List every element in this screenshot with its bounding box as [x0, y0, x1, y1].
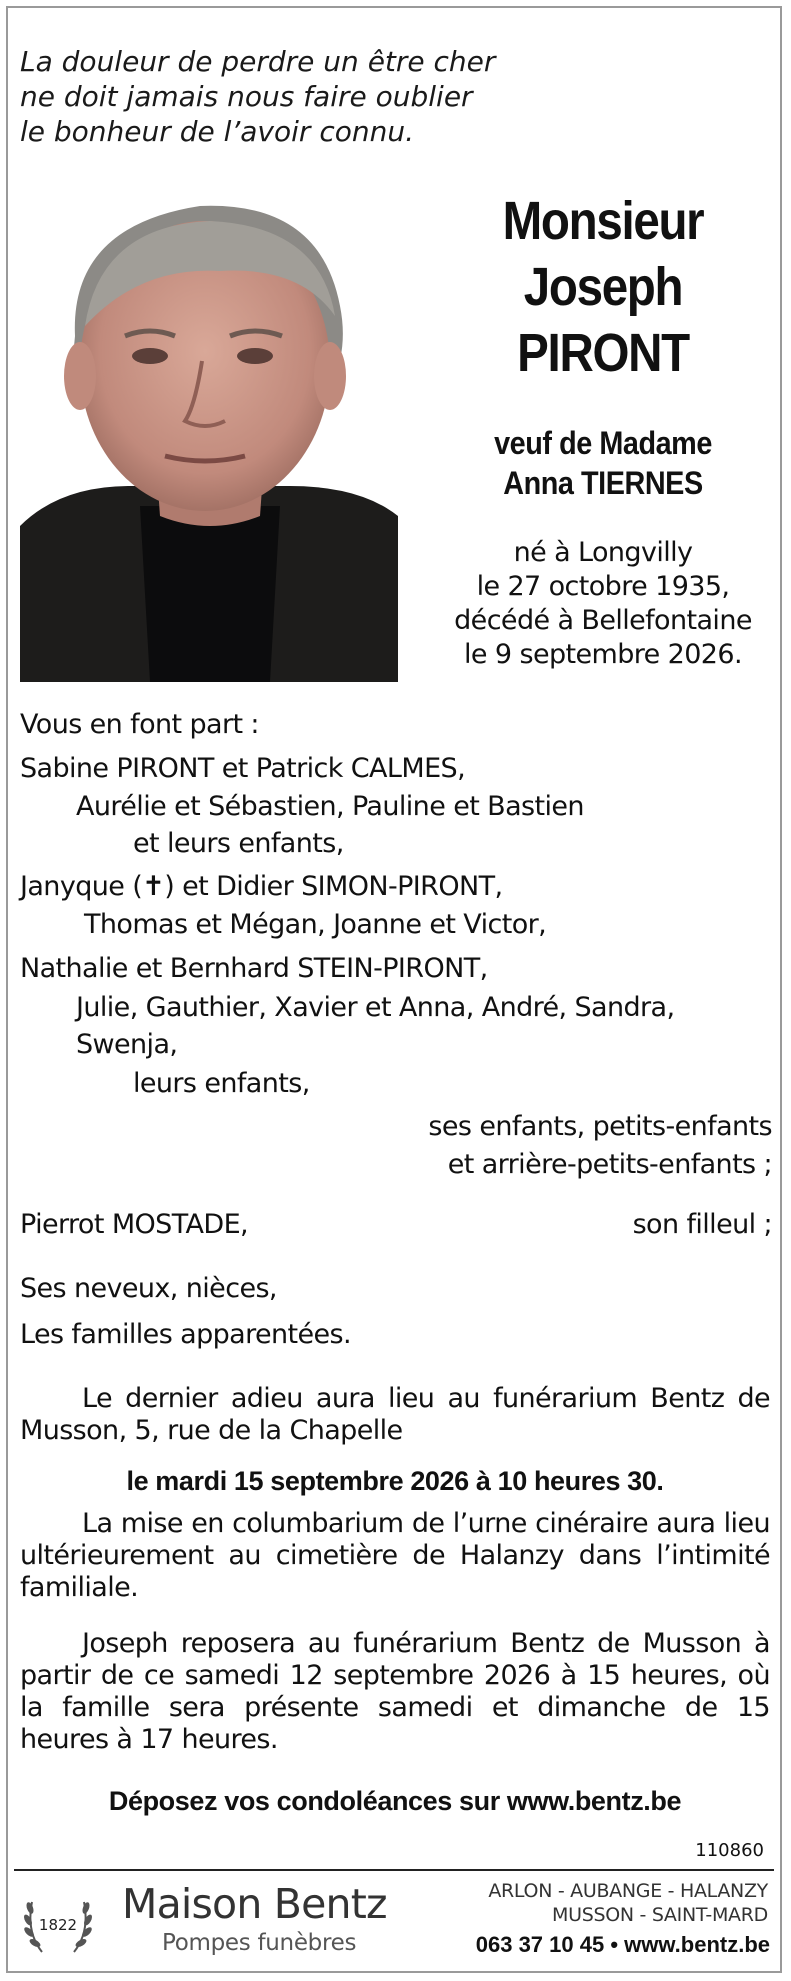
obituary-page — [6, 6, 782, 1973]
godson-name: Pierrot MOSTADE, — [20, 1209, 249, 1240]
family-line: Thomas et Mégan, Joanne et Victor, — [84, 909, 547, 940]
footer-divider — [14, 1869, 774, 1871]
children-relation: et arrière-petits-enfants ; — [447, 1149, 772, 1180]
family-line: leurs enfants, — [133, 1068, 310, 1099]
family-line: Sabine PIRONT et Patrick CALMES, — [20, 753, 466, 784]
columbarium-paragraph: La mise en columbarium de l’urne cinéraire aura lieu ultérieurement au cimetière de Halanzy dans l’intimité familiale. — [20, 1508, 770, 1603]
family-line: Aurélie et Sébastien, Pauline et Bastien — [76, 791, 584, 822]
family-announcement — [20, 8, 780, 1408]
ceremony-date: le mardi 15 septembre 2026 à 10 heures 30. — [126, 1466, 664, 1496]
birth-date: le 27 octobre 1935, — [476, 571, 730, 602]
funeral-home-footer — [14, 1874, 774, 1968]
visitation-paragraph: Joseph reposera au funérarium Bentz de Musson à partir de ce samedi 12 septembre 2026 à 15 heures, où la famille sera présente samedi et dimanche de 15 heures à 17 heures. — [20, 1628, 770, 1755]
family-line: Julie, Gauthier, Xavier et Anna, André, Sandra, — [76, 992, 675, 1023]
death-place: décédé à Bellefontaine — [454, 605, 752, 636]
family-line: Janyque (✝) et Didier SIMON-PIRONT, — [20, 871, 503, 902]
family-intro: Vous en font part : — [20, 709, 259, 740]
laurel-emblem-icon — [20, 1882, 96, 1964]
widow-line: Anna TIERNES — [503, 465, 703, 501]
emblem-year: 1822 — [38, 1916, 78, 1934]
towns-line: ARLON - AUBANGE - HALANZY — [488, 1880, 768, 1902]
towns-line: MUSSON - SAINT-MARD — [552, 1904, 768, 1926]
quote-line: le bonheur de l’avoir connu. — [20, 115, 414, 148]
last-name: PIRONT — [517, 323, 689, 383]
nephews-line: Ses neveux, nièces, — [20, 1273, 277, 1304]
contact-line: 063 37 10 45 • www.bentz.be — [475, 1932, 770, 1957]
name-title: Monsieur — [502, 191, 704, 251]
birth-place: né à Longvilly — [513, 537, 693, 568]
brand-tagline: Pompes funèbres — [162, 1930, 357, 1956]
first-name: Joseph — [523, 257, 683, 317]
brand-name: Maison Bentz — [122, 1880, 387, 1928]
family-line: Swenja, — [76, 1029, 178, 1060]
children-relation: ses enfants, petits-enfants — [428, 1111, 772, 1142]
death-date: le 9 septembre 2026. — [464, 639, 742, 670]
family-line: Nathalie et Bernhard STEIN-PIRONT, — [20, 953, 488, 984]
ceremony-paragraph: Le dernier adieu aura lieu au funérarium Bentz de Musson, 5, rue de la Chapelle — [20, 1383, 770, 1446]
godson-relation: son filleul ; — [632, 1209, 772, 1240]
quote-line: ne doit jamais nous faire oublier — [20, 80, 473, 113]
widow-line: veuf de Madame — [494, 425, 712, 461]
reference-number: 110860 — [695, 1840, 764, 1861]
condolences-line: Déposez vos condoléances sur www.bentz.be — [108, 1786, 682, 1816]
family-line: et leurs enfants, — [133, 828, 344, 859]
quote-line: La douleur de perdre un être cher — [20, 45, 496, 78]
families-line: Les familles apparentées. — [20, 1319, 352, 1350]
